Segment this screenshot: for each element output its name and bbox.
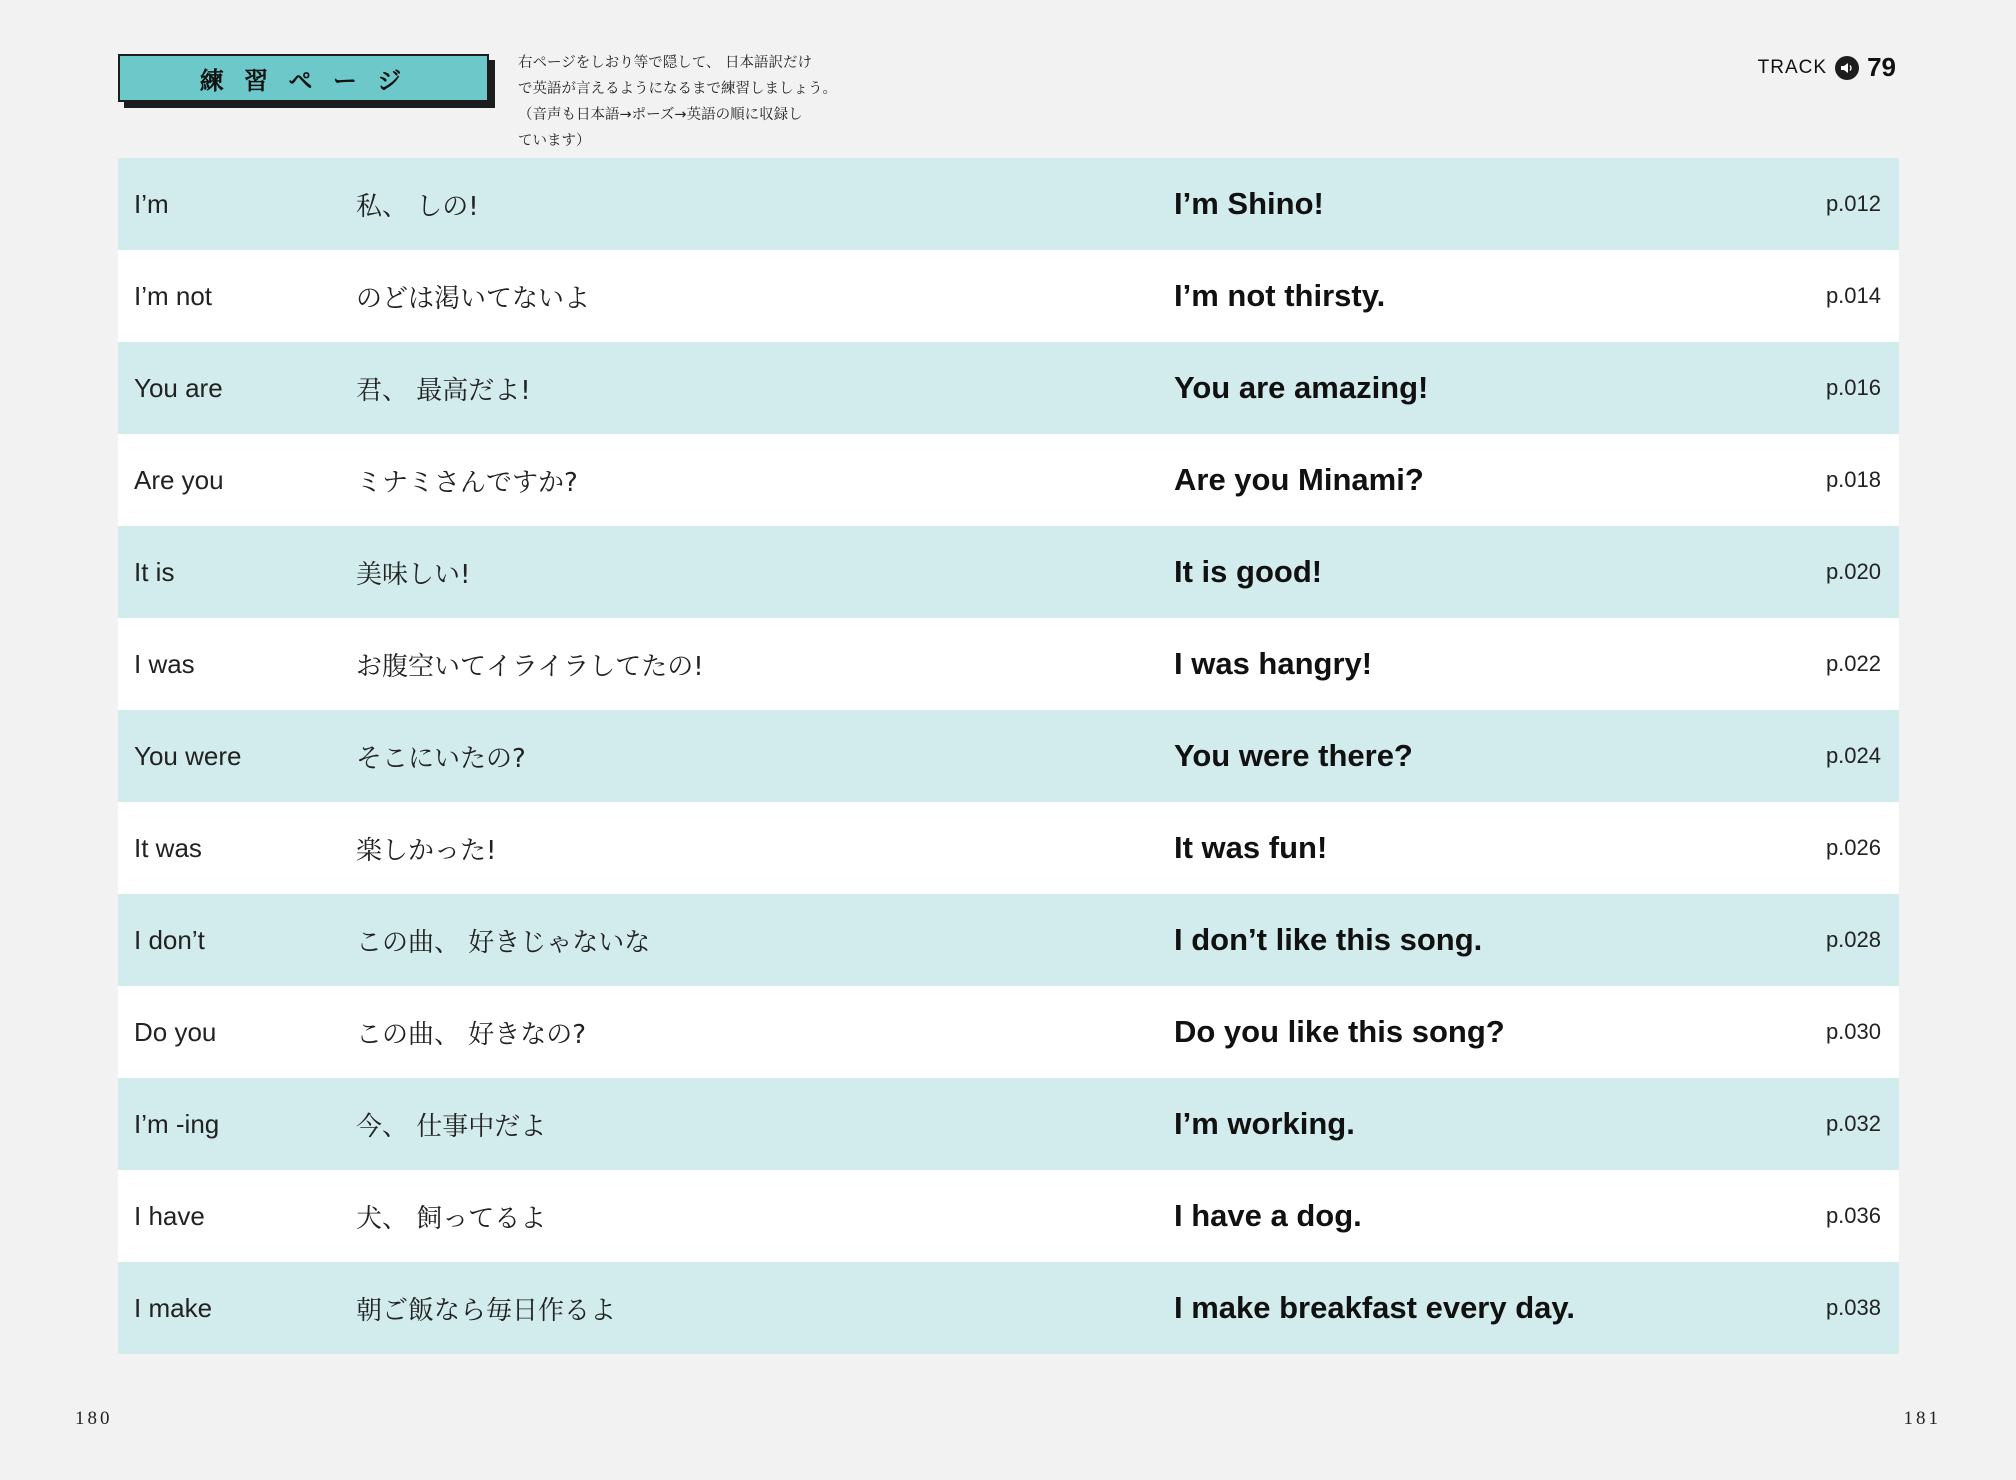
page-reference: p.032 — [1825, 1111, 1881, 1136]
page-reference: p.018 — [1825, 467, 1881, 492]
pattern-key: It was — [134, 832, 202, 863]
page-reference: p.036 — [1825, 1203, 1881, 1228]
page-reference: p.014 — [1825, 283, 1881, 308]
pattern-key: I’m not — [134, 280, 213, 311]
english-sentence: I’m Shino! — [1174, 186, 1324, 221]
instructions-line: 右ページをしおり等で隠して、 日本語訳だけ — [518, 55, 813, 71]
english-sentence: Do you like this song? — [1174, 1014, 1505, 1049]
pattern-key: Do you — [134, 1016, 217, 1047]
japanese-text: 今、 仕事中だよ — [356, 1111, 547, 1142]
japanese-text: お腹空いてイライラしてたの! — [356, 651, 704, 682]
japanese-text: 君、 最高だよ! — [356, 375, 531, 406]
japanese-text: ミナミさんですか? — [356, 467, 578, 498]
japanese-text: のどは渇いてないよ — [356, 283, 591, 314]
japanese-text: 犬、 飼ってるよ — [356, 1203, 547, 1234]
instructions-line: ています） — [518, 133, 591, 149]
japanese-text: 美味しい! — [356, 559, 471, 590]
table-row — [118, 342, 1899, 434]
table-row — [118, 894, 1899, 986]
english-sentence: I have a dog. — [1174, 1198, 1362, 1233]
practice-page-title: 練 習 ペ ー ジ — [118, 54, 489, 102]
page-reference: p.028 — [1825, 927, 1881, 952]
instructions — [518, 50, 858, 154]
pattern-key: You are — [134, 372, 223, 403]
page-reference: p.024 — [1825, 743, 1881, 768]
pattern-key: I have — [134, 1200, 205, 1231]
page-reference: p.020 — [1825, 559, 1881, 584]
track-label: TRACK — [1757, 56, 1828, 78]
english-sentence: It was fun! — [1174, 830, 1328, 865]
table-row — [118, 434, 1899, 526]
track-number: 79 — [1867, 52, 1896, 82]
speaker-icon — [1835, 56, 1859, 80]
instructions-line: （音声も日本語→ポーズ→英語の順に収録し — [518, 107, 803, 123]
pattern-key: You were — [134, 740, 242, 771]
pattern-key: I don’t — [134, 924, 205, 955]
page-reference: p.038 — [1825, 1295, 1881, 1320]
instructions-line: で英語が言えるようになるまで練習しましょう。 — [518, 81, 837, 97]
pattern-key: It is — [134, 556, 175, 587]
page-number-left: 180 — [75, 1408, 113, 1429]
table-row — [118, 1078, 1899, 1170]
table-row — [118, 1262, 1899, 1354]
japanese-text: 私、 しの! — [356, 191, 479, 222]
english-sentence: Are you Minami? — [1174, 462, 1424, 497]
page-number-right: 181 — [1903, 1408, 1941, 1429]
english-sentence: I was hangry! — [1174, 646, 1373, 681]
table-row — [118, 250, 1899, 342]
japanese-text: この曲、 好きなの? — [356, 1019, 587, 1050]
table-row — [118, 526, 1899, 618]
table-row — [118, 158, 1899, 250]
table-row — [118, 618, 1899, 710]
table-row — [118, 1170, 1899, 1262]
english-sentence: I’m working. — [1174, 1106, 1355, 1141]
page-reference: p.012 — [1825, 191, 1881, 216]
table-row — [118, 802, 1899, 894]
pattern-key: I’m — [134, 188, 169, 219]
pattern-key: Are you — [134, 464, 224, 495]
japanese-text: 楽しかった! — [356, 835, 497, 866]
page-reference: p.026 — [1825, 835, 1881, 860]
english-sentence: You were there? — [1174, 738, 1413, 773]
english-sentence: It is good! — [1174, 554, 1323, 589]
japanese-text: そこにいたの? — [356, 743, 526, 774]
pattern-key: I’m -ing — [134, 1108, 220, 1139]
practice-table — [118, 158, 1899, 1354]
english-sentence: I don’t like this song. — [1174, 922, 1483, 957]
page-reference: p.016 — [1825, 375, 1881, 400]
table-row — [118, 986, 1899, 1078]
english-sentence: You are amazing! — [1174, 370, 1429, 405]
english-sentence: I make breakfast every day. — [1174, 1290, 1575, 1325]
pattern-key: I make — [134, 1292, 213, 1323]
table-row — [118, 710, 1899, 802]
japanese-text: この曲、 好きじゃないな — [356, 927, 651, 958]
english-sentence: I’m not thirsty. — [1174, 278, 1386, 313]
pattern-key: I was — [134, 648, 195, 679]
japanese-text: 朝ご飯なら毎日作るよ — [356, 1295, 617, 1326]
page-reference: p.030 — [1825, 1019, 1881, 1044]
track-indicator — [1758, 52, 1896, 83]
page-reference: p.022 — [1825, 651, 1881, 676]
